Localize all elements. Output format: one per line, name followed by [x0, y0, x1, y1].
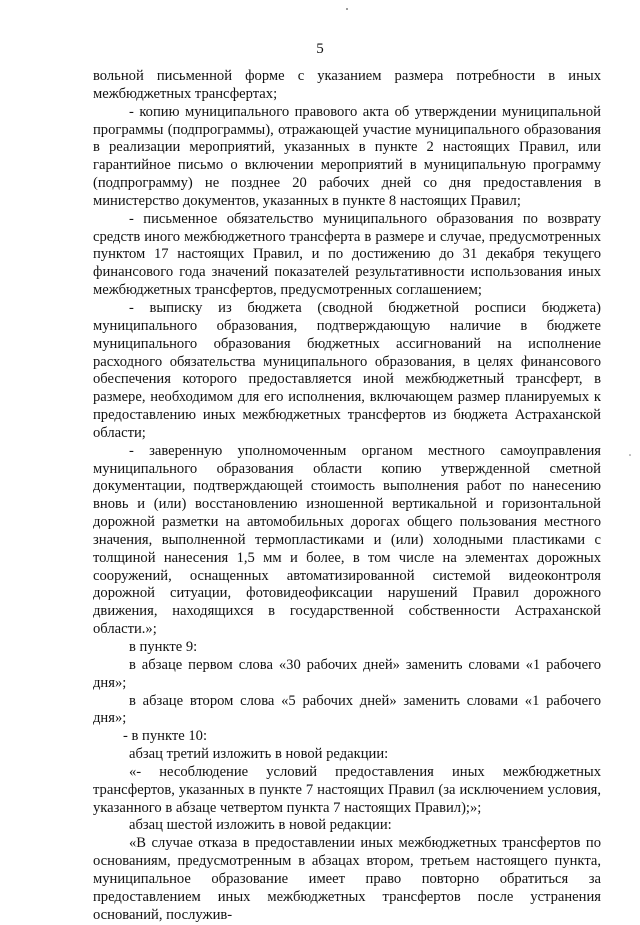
- page-number: 5: [316, 41, 324, 57]
- paragraph-item-10-sixth: абзац шестой изложить в новой редакции:: [129, 817, 392, 834]
- paragraph-item-9-second: в абзаце втором слова «5 рабочих дней» заменить словами «1 рабочего дня»;: [93, 692, 601, 727]
- scan-speck: [629, 454, 631, 456]
- paragraph-program-copy: - копию муниципального правового акта об утверждении муниципальной программы (подпрограммы), отражающей участие муниципального образования в реализации мероприятий, указанных в пункте 2 настоящих Правил, или гарантийное письмо о включении мероприятий в муниципальную программу (подпрограмму) не позднее 20 рабочих дней со дня предоставления в министерство документов, указанных в пункте 8 настоящих Правил;: [93, 103, 601, 209]
- document-body: [93, 68, 601, 925]
- paragraph-budget-extract: - выписку из бюджета (сводной бюджетной росписи бюджета) муниципального образования, подтверждающую наличие в бюджете муниципального образования бюджетных ассигнований на исполнение расходного обязательства муниципального образования, в целях финансового обеспечения которого предоставляется иной межбюджетный трансферт, в размере, необходимом для его исполнения, включающем размер планируемых к предоставлению иных межбюджетных трансфертов из бюджета Астраханской области;: [93, 299, 601, 441]
- paragraph-continuation: вольной письменной форме с указанием размера потребности в иных межбюджетных трансфертах;: [93, 68, 601, 102]
- paragraph-item-10-third: абзац третий изложить в новой редакции:: [129, 746, 389, 763]
- scan-speck: [346, 8, 348, 10]
- paragraph-item-10-third-text: «- несоблюдение условий предоставления иных межбюджетных трансфертов, указанных в пункте 7 настоящих Правил (за исключением условия, указанного в абзаце четвертом пункта 7 настоящих Правил);»;: [93, 763, 601, 816]
- paragraph-item-9: в пункте 9:: [129, 639, 198, 655]
- paragraph-item-10: - в пункте 10:: [123, 728, 208, 745]
- paragraph-item-9-first: в абзаце первом слова «30 рабочих дней» заменить словами «1 рабочего дня»;: [93, 656, 601, 691]
- paragraph-item-10-sixth-text: «В случае отказа в предоставлении иных межбюджетных трансфертов по основаниям, предусмотренным в абзацах втором, третьем настоящего пункта, муниципальное образование имеет право повторно обратиться за предоставлением иных межбюджетных трансфертов после устранения оснований, послужив-: [93, 835, 601, 923]
- paragraph-estimate-copy: - заверенную уполномоченным органом местного самоуправления муниципального образования области копию утвержденной сметной документации, подтверждающей стоимость выполнения работ по нанесению вновь и (или) восстановлению изношенной вертикальной и горизонтальной дорожной разметки на автомобильных дорогах общего пользования местного значения, выполненной термопластиками и (или) холодными пластиками с толщиной нанесения 1,5 мм и более, в том числе на элементах дорожных сооружений, оснащенных автоматизированной системой видеоконтроля дорожной ситуации, фотовидеофиксации нарушений Правил дорожного движения, находящихся в государственной собственности Астраханской области.»;: [93, 442, 601, 638]
- paragraph-written-obligation: - письменное обязательство муниципального образования по возврату средств иного межбюджетного трансферта в размере и случае, предусмотренных пунктом 17 настоящих Правил, и по достижению до 31 декабря текущего финансового года значений показателей результативности использования иных межбюджетных трансфертов, предусмотренных соглашением;: [93, 210, 601, 299]
